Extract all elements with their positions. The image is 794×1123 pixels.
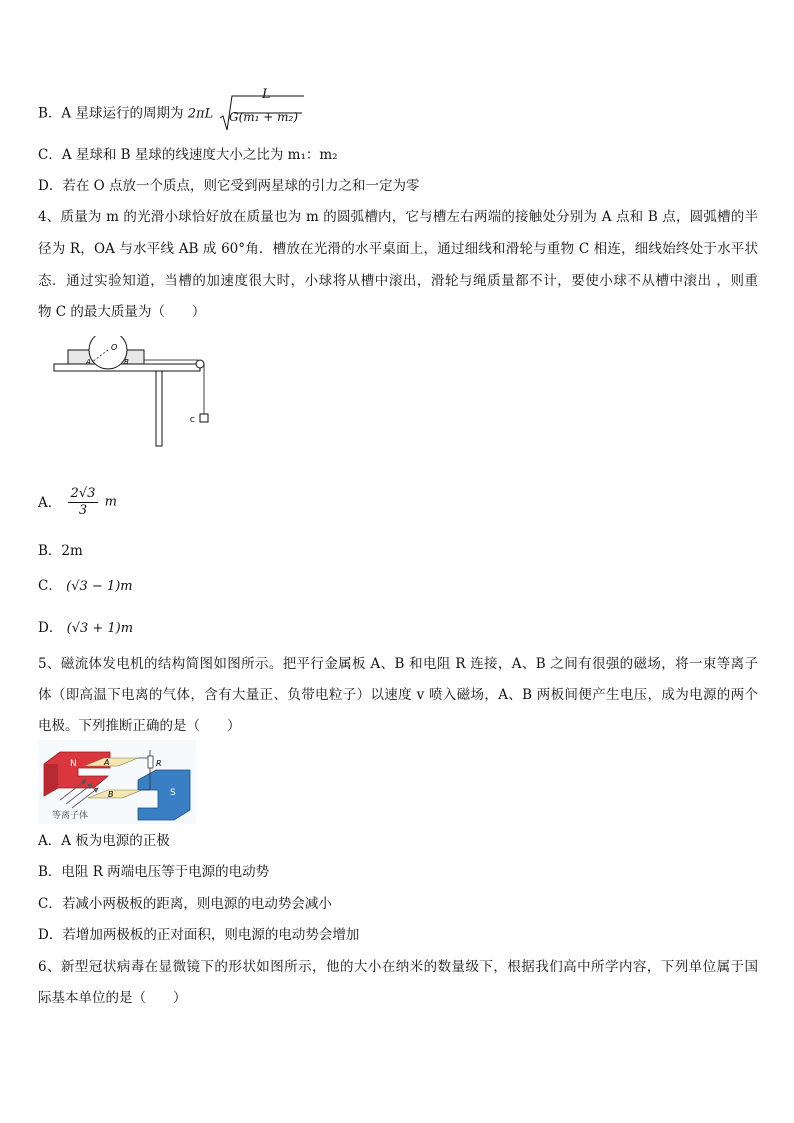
q5-option-b[interactable]: B．电阻 R 两端电压等于电源的电动势 — [38, 864, 270, 880]
q5-option-d[interactable]: D．若增加两极板的正对面积，则电源的电动势会增加 — [38, 927, 360, 943]
fig-r: R — [156, 759, 162, 768]
q4-option-d-expr: (√3 + 1)m — [66, 621, 134, 636]
q4-option-a[interactable] — [38, 486, 117, 526]
q4-stem-line4: 物 C 的最大质量为（ ） — [38, 304, 206, 320]
q3-option-d[interactable]: D．若在 O 点放一个质点，则它受到两星球的引力之和一定为零 — [38, 178, 420, 194]
q4-option-c-expr: (√3 − 1)m — [66, 579, 133, 594]
q4-stem-line1: 4、质量为 m 的光滑小球恰好放在质量也为 m 的圆弧槽内，它与槽左右两端的接触处分别为 A 点和 B 点，圆弧槽的半 — [38, 209, 758, 225]
q4-option-a-num: 2√3 — [68, 486, 99, 503]
pulley — [196, 360, 204, 368]
q5-stem-line1: 5、磁流体发电机的结构简图如图所示。把平行金属板 A、B 和电阻 R 连接，A、B 之间有很强的磁场，将一束等离子 — [38, 656, 758, 672]
q4-option-d-label: D． — [38, 620, 63, 636]
fig-plasma: 等离子体 — [52, 811, 89, 821]
q4-stem-line2: 径为 R，OA 与水平线 AB 成 60°角．槽放在光滑的水平桌面上，通过细线和滑轮与重物 C 相连，细线始终处于水平状 — [38, 241, 758, 257]
table-leg — [156, 371, 162, 446]
resistor — [148, 756, 153, 768]
q4-option-a-tail: m — [104, 494, 117, 510]
q4-option-a-label: A． — [38, 494, 62, 511]
q4-option-d[interactable] — [38, 619, 133, 638]
fig-n: N — [70, 759, 77, 769]
fig-label-c: C — [190, 416, 195, 424]
q5-option-c[interactable]: C．若减小两极板的距离，则电源的电动势会减小 — [38, 896, 332, 912]
q3-option-b-text: B．A 星球运行的周期为 — [38, 105, 184, 122]
q5-figure — [38, 740, 196, 824]
q4-option-b[interactable]: B．2m — [38, 543, 83, 559]
fig-s: S — [170, 788, 176, 798]
q4-option-a-frac — [68, 486, 99, 519]
q3-option-b-num: L — [262, 87, 271, 102]
q6-stem-line1: 6、新型冠状病毒在显微镜下的形状如图所示，他的大小在纳米的数量级下，根据我们高中所学内容，下列单位属于国 — [38, 959, 758, 975]
q4-option-c-label: C． — [38, 578, 62, 594]
q4-stem-line3: 态．通过实验知道，当槽的加速度很大时，小球将从槽中滚出，滑轮与绳质量都不计，要使小球不从槽中滚出 ，则重 — [38, 273, 758, 289]
ball — [89, 336, 127, 369]
fig-label-o: O — [111, 343, 118, 352]
q3-option-b-coeff: 2πL — [187, 106, 214, 122]
q5-option-a[interactable]: A．A 板为电源的正极 — [38, 833, 170, 849]
q4-figure — [52, 336, 218, 448]
weight-c — [200, 414, 208, 422]
fig-b: B — [108, 790, 114, 799]
q3-option-c[interactable]: C．A 星球和 B 星球的线速度大小之比为 m₁：m₂ — [38, 147, 338, 163]
fig-label-b: B — [124, 358, 129, 366]
q6-stem-line2: 际基本单位的是（ ） — [38, 990, 187, 1006]
q3-option-b-den: G(m₁ + m₂) — [229, 110, 299, 124]
q4-option-a-den: 3 — [78, 503, 88, 518]
q5-stem-line3: 电极。下列推断正确的是（ ） — [38, 718, 241, 734]
fig-a: A — [104, 758, 110, 767]
q4-option-c[interactable] — [38, 577, 133, 596]
q5-stem-line2: 体（即高温下电离的气体，含有大量正、负带电粒子）以速度 v 喷入磁场，A、B 两板间便产生电压，成为电源的两个 — [38, 687, 758, 703]
fig-label-a: A — [86, 358, 91, 366]
